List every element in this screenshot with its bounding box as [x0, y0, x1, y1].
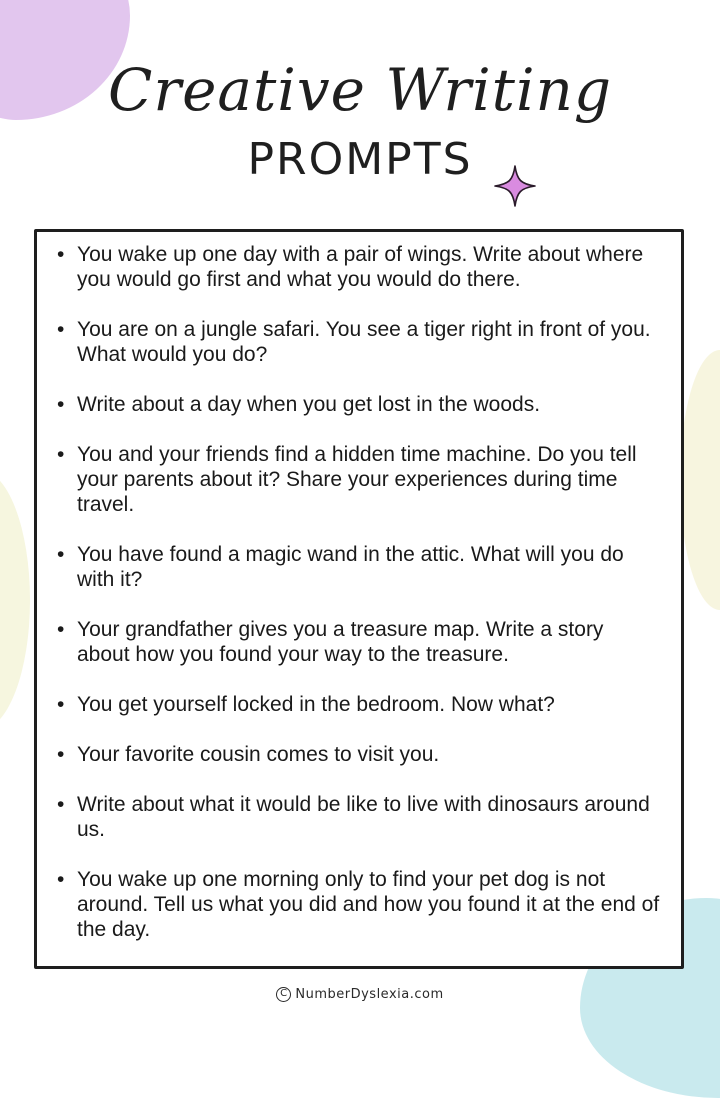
- prompt-item: [57, 242, 661, 292]
- bullet-icon: •: [57, 318, 65, 341]
- prompt-item: [57, 542, 661, 592]
- prompt-item: [57, 442, 661, 517]
- prompt-text: You have found a magic wand in the attic. What will you do with it?: [77, 543, 624, 591]
- bullet-icon: •: [57, 693, 65, 716]
- bullet-icon: •: [57, 868, 65, 891]
- prompt-item: [57, 792, 661, 842]
- prompt-item: [57, 742, 661, 767]
- prompt-text: You wake up one morning only to find your pet dog is not around. Tell us what you did and how you found it at the end of the day.: [77, 868, 660, 941]
- page-title: Creative Writing: [107, 56, 612, 124]
- prompt-text: Write about a day when you get lost in the woods.: [77, 393, 541, 416]
- footer-credit: [0, 983, 720, 1005]
- copyright-icon: C: [276, 987, 291, 1002]
- prompt-item: [57, 692, 661, 717]
- prompts-card: [34, 229, 684, 969]
- four-point-star-icon: [493, 164, 537, 208]
- bullet-icon: •: [57, 618, 65, 641]
- prompt-item: [57, 317, 661, 367]
- prompt-item: [57, 867, 661, 942]
- cream-blob-left-decoration: [0, 470, 30, 730]
- footer-site: NumberDyslexia.com: [295, 986, 444, 1002]
- prompt-text: You are on a jungle safari. You see a tiger right in front of you. What would you do?: [77, 318, 651, 366]
- prompt-text: Your favorite cousin comes to visit you.: [77, 743, 440, 766]
- prompt-text: Your grandfather gives you a treasure map. Write a story about how you found your way to the treasure.: [77, 618, 604, 666]
- bullet-icon: •: [57, 743, 65, 766]
- cream-blob-right-decoration: [680, 350, 720, 610]
- bullet-icon: •: [57, 243, 65, 266]
- bullet-icon: •: [57, 543, 65, 566]
- prompt-text: You get yourself locked in the bedroom. Now what?: [77, 693, 555, 716]
- bullet-icon: •: [57, 443, 65, 466]
- prompt-item: [57, 617, 661, 667]
- prompt-text: Write about what it would be like to live with dinosaurs around us.: [77, 793, 650, 841]
- bullet-icon: •: [57, 793, 65, 816]
- prompt-item: [57, 392, 661, 417]
- page-subtitle: PROMPTS: [247, 134, 473, 185]
- prompt-text: You wake up one day with a pair of wings. Write about where you would go first and what you would do there.: [77, 243, 644, 291]
- prompt-list: [37, 232, 681, 942]
- prompt-text: You and your friends find a hidden time machine. Do you tell your parents about it? Share your experiences during time travel.: [77, 443, 637, 516]
- bullet-icon: •: [57, 393, 65, 416]
